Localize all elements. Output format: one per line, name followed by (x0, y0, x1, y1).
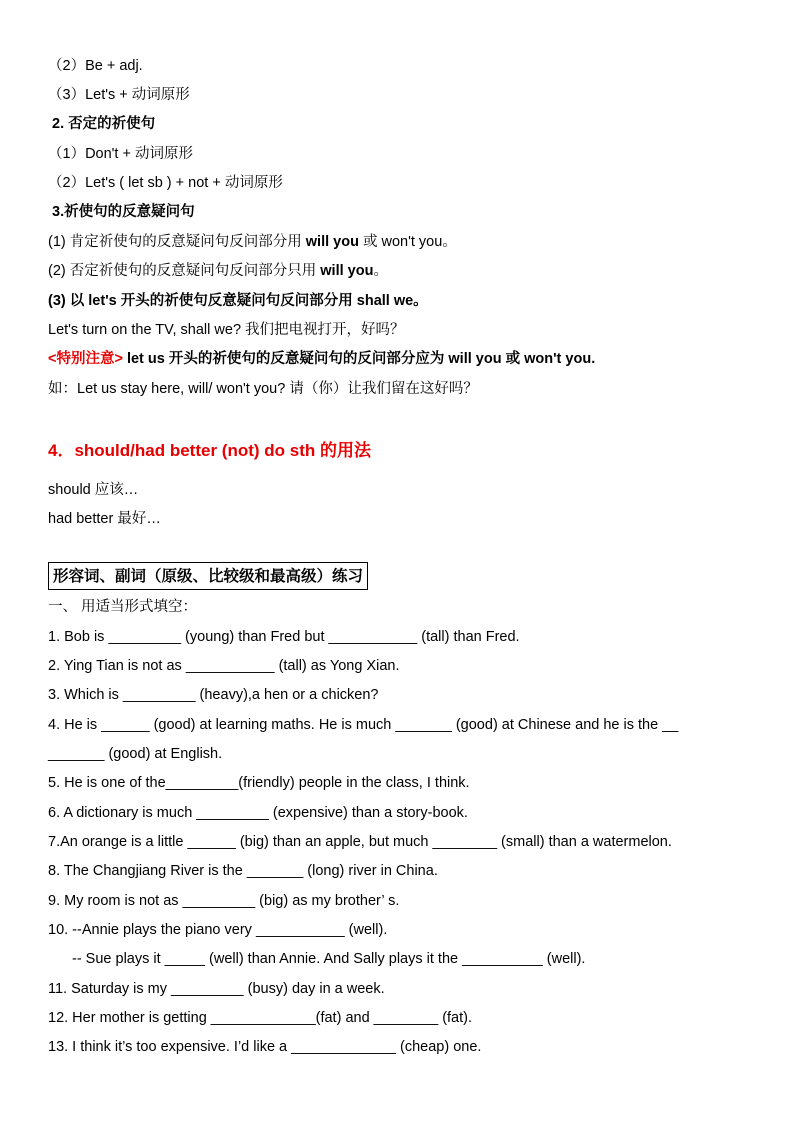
text-line: had better 最好… (48, 511, 161, 527)
note-line: <特别注意> let us 开头的祈使句的反意疑问句的反问部分应为 will you 或 won't you. (48, 351, 596, 367)
note-tag: <特别注意> (48, 351, 123, 367)
exercise-item: 6. A dictionary is much _________ (expensive) than a story-book. (48, 805, 468, 821)
exercise-item: 3. Which is _________ (heavy),a hen or a chicken? (48, 687, 379, 703)
instruction: 一、 用适当形式填空： (48, 599, 198, 615)
exercise-item: -- Sue plays it _____ (well) than Annie. And Sally plays it the __________ (well). (72, 951, 586, 967)
exercise-item: 10. --Annie plays the piano very ___________ (well). (48, 922, 388, 938)
exercise-item: 5. He is one of the_________(friendly) people in the class, I think. (48, 775, 470, 791)
rule-line: (3) 以 let's 开头的祈使句反意疑问句反问部分用 shall we。 (48, 293, 428, 309)
text-line: （3）Let's + 动词原形 (48, 87, 190, 103)
exercise-item: 2. Ying Tian is not as ___________ (tall) as Yong Xian. (48, 658, 400, 674)
exercise-item: 8. The Changjiang River is the _______ (long) river in China. (48, 863, 438, 879)
rule-line: (1) 肯定祈使句的反意疑问句反问部分用 will you 或 won't you。 (48, 234, 457, 250)
section-title: 4．should/had better (not) do sth 的用法 (48, 441, 371, 460)
exercise-item: 11. Saturday is my _________ (busy) day in a week. (48, 981, 385, 997)
exercise-item: 13. I think it’s too expensive. I’d like a _____________ (cheap) one. (48, 1039, 482, 1055)
exercise-item: _______ (good) at English. (48, 746, 223, 762)
example-line: Let's turn on the TV, shall we? 我们把电视打开，好吗？ (48, 322, 405, 338)
exercise-title: 形容词、副词（原级、比较级和最高级）练习 (48, 562, 368, 590)
text-line: （2）Be + adj. (48, 58, 143, 74)
exercise-item: 12. Her mother is getting _____________(fat) and ________ (fat). (48, 1010, 473, 1026)
exercise-item: 9. My room is not as _________ (big) as my brother’ s. (48, 893, 400, 909)
exercise-item: 7.An orange is a little ______ (big) than an apple, but much ________ (small) than a watermelon. (48, 834, 672, 850)
example-line: 如：Let us stay here, will/ won't you? 请（你）让我们留在这好吗？ (48, 381, 478, 397)
text-line: should 应该… (48, 482, 139, 498)
text-line: （1）Don't + 动词原形 (48, 146, 193, 162)
subheading: 2. 否定的祈使句 (52, 116, 156, 132)
exercise-item: 4. He is ______ (good) at learning maths. He is much _______ (good) at Chinese and he is the __ (48, 717, 679, 733)
rule-line: (2) 否定祈使句的反意疑问句反问部分只用 will you。 (48, 263, 388, 279)
exercise-item: 1. Bob is _________ (young) than Fred but ___________ (tall) than Fred. (48, 629, 520, 645)
subheading: 3.祈使句的反意疑问句 (52, 204, 195, 220)
text-line: （2）Let's ( let sb ) + not + 动词原形 (48, 175, 283, 191)
exercise-title-box (48, 562, 368, 590)
